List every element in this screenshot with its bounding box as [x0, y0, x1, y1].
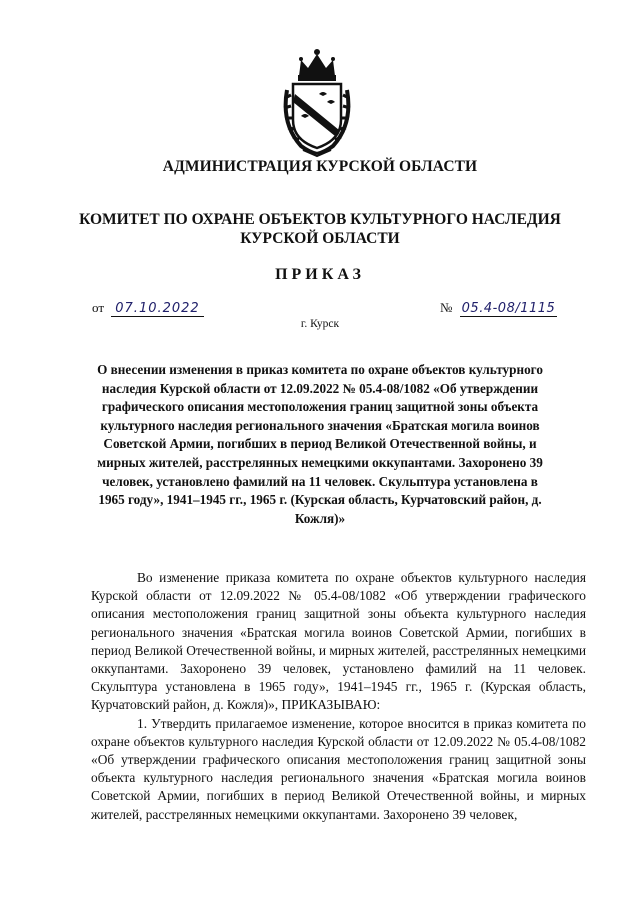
kursk-coat-of-arms-icon [279, 46, 355, 158]
number-value: 05.4-08/1115 [461, 301, 556, 316]
order-subject: О внесении изменения в приказ комитета по охране объектов культурного наследия Курской области от 12.09.2022 № 05.4-08/1082 «Об утверждении графического описания местоположения границ защитной зоны объекта культурного наследия регионального значения «Братская могила воинов Советской Армии, погибших в период Великой Отечественной войны, и мирных жителей, расстрелянных немецкими оккупантами. Захоронено 39 человек, установлено фамилий на 11 человек. Скульптура установлена в 1965 году», 1941–1945 гг., 1965 г. (Курская область, Курчатовский район, д. Кожля)» [97, 362, 543, 526]
document-type-title: ПРИКАЗ [275, 266, 365, 283]
city-label: г. Курск [300, 318, 340, 330]
body-paragraph-1: Во изменение приказа комитета по охране объектов культурного наследия Курской области от 12.09.2022 № 05.4-08/1082 «Об утверждении графического описания местоположения границ защитной зоны объекта культурного наследия регионального значения «Братская могила воинов Советской Армии, погибших в период Великой Отечественной войны, и мирных жителей, расстрелянных немецкими оккупантами. Захоронено 39 человек, установлено фамилий на 11 человек. Скульптура установлена в 1965 году», 1941–1945 гг., 1965 г. (Курская область, Курчатовский район, д. Кожля)», ПРИКАЗЫВАЮ: [91, 570, 586, 713]
administration-title: АДМИНИСТРАЦИЯ КУРСКОЙ ОБЛАСТИ [162, 158, 478, 175]
order-body [91, 569, 586, 824]
number-field [440, 300, 557, 316]
date-field [92, 300, 204, 316]
date-prefix: от [92, 300, 105, 315]
body-paragraph-2: 1. Утвердить прилагаемое изменение, которое вносится в приказ комитета по охране объектов культурного наследия Курской области от 12.09.2022 № 05.4-08/1082 «Об утверждении графического описания местоположения границ защитной зоны объекта культурного наследия регионального значения «Братская могила воинов Советской Армии, погибших в период Великой Отечественной войны, и мирных жителей, расстрелянных немецкими оккупантами. Захоронено 39 человек, [91, 715, 586, 822]
number-prefix: № [440, 300, 453, 315]
date-value: 07.10.2022 [111, 301, 203, 317]
committee-title: КОМИТЕТ ПО ОХРАНЕ ОБЪЕКТОВ КУЛЬТУРНОГО НАСЛЕДИЯ КУРСКОЙ ОБЛАСТИ [79, 211, 561, 247]
